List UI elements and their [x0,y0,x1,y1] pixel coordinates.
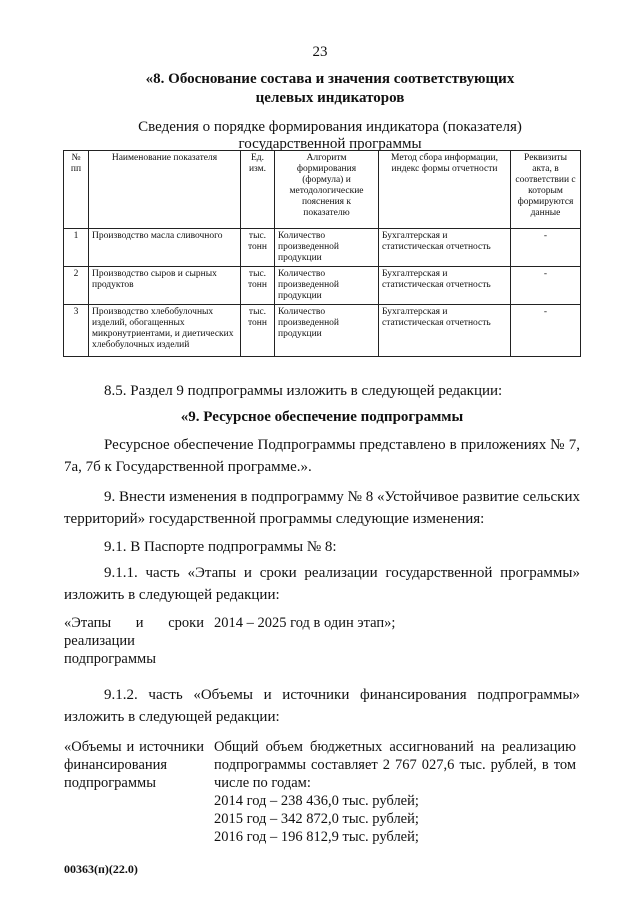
row-number: 1 [64,229,89,267]
paragraph-resource: Ресурсное обеспечение Подпрограммы представлено в приложениях № 7, 7а, 7б к Государственной программе.». [64,437,580,475]
stages-label: «Этапы и сроки реализации подпрограммы [64,615,204,667]
row-indicator-name: Производство сыров и сырных продуктов [89,267,241,305]
row-algorithm: Количество произведенной продукции [275,267,379,305]
table-row [64,305,581,357]
header-unit: Ед. изм. [241,151,275,229]
header-act-details: Реквизиты акта, в соответствии с которым формируются данные [511,151,581,229]
row-unit: тыс. тонн [241,229,275,267]
footer-code: 00363(п)(22.0) [64,862,138,876]
row-act-details: - [511,267,581,305]
row-indicator-name: Производство масла сливочного [89,229,241,267]
row-act-details: - [511,229,581,267]
paragraph-9-1: 9.1. В Паспорте подпрограммы № 8: [104,539,337,555]
row-number: 3 [64,305,89,357]
header-algorithm: Алгоритм формирования (формула) и методологические пояснения к показателю [275,151,379,229]
row-algorithm: Количество произведенной продукции [275,305,379,357]
section-heading-line-1: «8. Обоснование состава и значения соответствующих [145,71,515,87]
row-algorithm: Количество произведенной продукции [275,229,379,267]
heading-9-resource: «9. Ресурсное обеспечение подпрограммы [180,409,464,425]
row-number: 2 [64,267,89,305]
row-act-details: - [511,305,581,357]
row-collection-method: Бухгалтерская и статистическая отчетность [379,229,511,267]
header-collection-method: Метод сбора информации, индекс формы отчетности [379,151,511,229]
paragraph-9: 9. Внести изменения в подпрограмму № 8 «Устойчивое развитие сельских территорий» государственной программы следующие изменения: [64,489,580,527]
table-header-row [64,151,581,229]
row-indicator-name: Производство хлебобулочных изделий, обогащенных микронутриентами, и диетических хлебобулочных изделий [89,305,241,357]
header-indicator-name: Наименование показателя [89,151,241,229]
indicator-table [63,150,581,357]
paragraph-9-1-2: 9.1.2. часть «Объемы и источники финансирования подпрограммы» изложить в следующей редакции: [64,687,580,725]
row-collection-method: Бухгалтерская и статистическая отчетность [379,267,511,305]
funding-label: «Объемы и источники финансирования подпрограммы [64,739,204,791]
header-number: № пп [64,151,89,229]
funding-text: Общий объем бюджетных ассигнований на реализацию подпрограммы составляет 2 767 027,6 тыс. рублей, в том числе по годам: [214,739,576,791]
table-title-line-2: государственной программы [238,136,422,152]
table-row [64,229,581,267]
funding-year-2015: 2015 год – 342 872,0 тыс. рублей; [214,811,419,827]
paragraph-8-5: 8.5. Раздел 9 подпрограммы изложить в следующей редакции: [104,383,503,399]
section-heading-line-2: целевых индикаторов [255,90,405,106]
table-row [64,267,581,305]
stages-value: 2014 – 2025 год в один этап»; [214,615,396,631]
row-unit: тыс. тонн [241,267,275,305]
table-title-line-1: Сведения о порядке формирования индикатора (показателя) [138,119,522,135]
row-unit: тыс. тонн [241,305,275,357]
row-collection-method: Бухгалтерская и статистическая отчетность [379,305,511,357]
paragraph-9-1-1: 9.1.1. часть «Этапы и сроки реализации государственной программы» изложить в следующей редакции: [64,565,580,603]
page-number: 23 [312,44,328,60]
funding-year-2016: 2016 год – 196 812,9 тыс. рублей; [214,829,419,845]
funding-year-2014: 2014 год – 238 436,0 тыс. рублей; [214,793,419,809]
